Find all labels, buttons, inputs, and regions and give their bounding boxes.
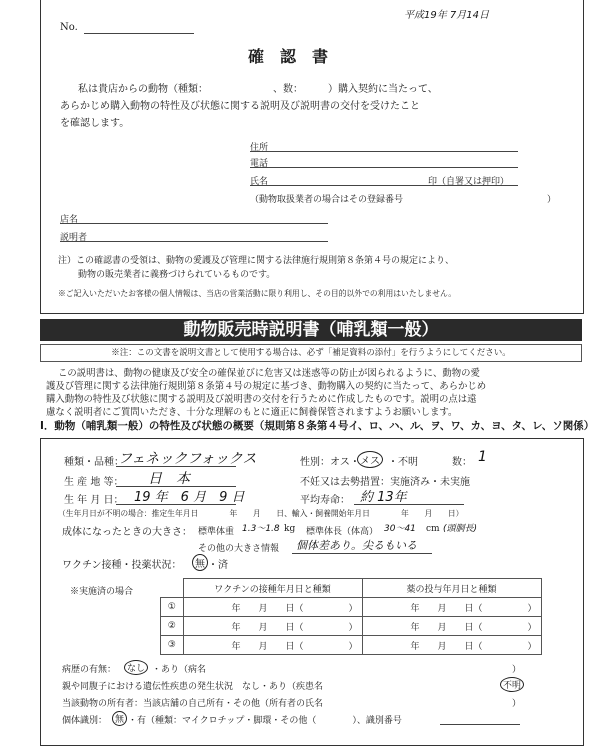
implemented-case-label: ※実施済の場合 [70,587,134,597]
seal-label: 印（自署又は押印） [428,177,510,187]
length-note[interactable]: (頭胴長) [443,524,478,534]
row-number: ② [161,617,184,636]
supplement-note-box: ※注：この文書を説明文書として使用する場合は、必ず「補足資料の添付」を行うようにしてください。 [40,344,582,362]
birthdate-line [116,504,236,505]
confirmation-title: 確 認 書 [248,47,329,66]
vaccine-date-cell[interactable]: 年 月 日（ ） [183,598,362,617]
date-text: 平成19年 7月14日 [404,10,489,21]
other-size-line [292,553,432,554]
medication-date-cell[interactable]: 年 月 日（ ） [362,636,541,655]
other-size-value[interactable]: 個体差あり。尖るもいる [296,539,417,552]
row-number: ① [161,598,184,617]
address-label: 住所 [250,143,269,153]
explainer-label: 説明者 [60,233,88,243]
id-circled[interactable]: 無 [112,711,127,726]
vaccine-table [160,578,542,655]
disease-rest: ・あり（病名 [152,665,207,675]
legal-note-line-2: 動物の販売業者に義務づけられているものです。 [78,270,276,280]
table-row [161,636,542,655]
row-number: ③ [161,636,184,655]
table-row [161,617,542,636]
address-line[interactable] [250,151,518,152]
table-row [161,598,542,617]
sex-label: 性別：オス・ [300,457,360,468]
phone-line[interactable] [250,167,518,168]
vaccine-status-label: ワクチン接種・投薬状況： [62,560,182,571]
lifespan-line [354,504,464,505]
lifespan-label: 平均寿命： [300,495,350,506]
origin-value[interactable]: 日 本 [148,471,190,487]
store-line[interactable] [60,223,328,224]
intro-line-3: 購入動物の特性及び状態に関する説明及び説明書の交付を行うために作成したものです。説明の点は遠 [46,394,477,405]
vaccine-circled[interactable]: 無 [192,554,208,571]
birthdate-value[interactable]: 19 年 6 月 9 日 [134,490,245,505]
privacy-note: ※ご記入いただいたお客様の個人情報は、当店の営業活動に限り利用し、その目的以外での利用はいたしません。 [58,289,457,298]
disease-close-paren: ） [512,665,522,675]
origin-label: 生 産 地 等： [64,477,124,488]
lifespan-value[interactable]: 約 13年 [360,490,407,505]
intro-line-4: 慮なく説明者にご質問いただき、十分な理解のもとに適正に飼養保管されますようお願いします。 [46,407,458,418]
store-label: 店名 [60,215,79,225]
species-value[interactable]: フェネックフォックス [118,451,257,467]
vaccine-date-cell[interactable]: 年 月 日（ ） [183,636,362,655]
medication-column-header: 薬の投与年月日と種類 [362,579,541,598]
disease-circled[interactable]: なし [124,660,148,675]
vaccine-table-header [161,579,542,598]
table-corner [161,579,184,598]
genetic-disease-label: 親や同腹子における遺伝性疾患の発生状況 なし・あり（疾患名 [62,682,324,692]
disease-label: 病歴の有無： [62,665,117,675]
medication-date-cell[interactable]: 年 月 日（ ） [362,617,541,636]
neuter-label: 不妊又は去勢措置：実施済み・未実施 [300,477,470,488]
count-label: 数： [452,457,472,468]
document-number-line [84,33,194,34]
adult-size-label: 成体になったときの大きさ： [62,527,192,538]
section-heading: Ⅰ．動物（哺乳類一般）の特性及び状態の概要（規則第８条第４号イ、ロ、ハ、ル、ヲ、ワ、カ、ヨ、タ、レ、ソ関係） [40,420,595,432]
explainer-line[interactable] [60,241,328,242]
intro-line-1: この説明書は、動物の健康及び安全の確保並びに危害又は迷惑等の防止が図られるように、動物の愛 [58,368,480,379]
vaccine-date-cell[interactable]: 年 月 日（ ） [183,617,362,636]
name-line[interactable] [250,185,518,186]
owner-label: 当該動物の所有者：当該店舗の自己所有・その他（所有者の氏名 [62,699,324,709]
id-number-line[interactable] [440,724,520,725]
birthdate-label: 生 年 月 日： [64,495,124,506]
confirmation-paragraph-line-2: あらかじめ購入動物の特性及び状態に関する説明及び説明書の交付を受けたこと [60,101,420,112]
other-size-label: その他の大きさ情報 [198,544,280,554]
confirmation-paragraph-line-1: 私は貴店からの動物（種類： 、数： ）購入契約に当たって、 [78,84,438,95]
cm-unit: cm [426,524,440,534]
id-rest: ・有（種類：マイクロチップ・脚環・その他（ ）、識別番号 [128,716,402,726]
species-line [116,466,236,467]
confirmation-paragraph-line-3: を確認します。 [60,118,130,129]
std-weight-value[interactable]: 1.3〜1.8 [242,524,280,534]
medication-date-cell[interactable]: 年 月 日（ ） [362,598,541,617]
std-length-value[interactable]: 30〜41 [384,524,416,534]
name-label: 氏名 [250,177,269,187]
document-number-label: No. [60,22,78,33]
id-label: 個体識別： [62,716,108,726]
genetic-circled[interactable]: 不明 [500,677,524,692]
owner-close-paren: ） [512,699,522,709]
sex-unknown: ・不明 [388,457,418,468]
std-length-label: 標準体長（体高） [306,527,379,537]
species-label: 種類・品種： [64,457,124,468]
phone-label: 電話 [250,159,269,169]
sex-circled[interactable]: メス [357,451,383,468]
vaccine-column-header: ワクチンの接種年月日と種類 [183,579,362,598]
vaccine-done: ・済 [208,560,228,571]
kg-unit: kg [284,524,296,534]
legal-note-line-1: 注）この確認書の受領は、動物の愛護及び管理に関する法律施行規則第８条第４号の規定により、 [58,256,455,266]
count-value[interactable]: 1 [478,449,487,465]
intro-line-2: 護及び管理に関する法律施行規則第８条第４号の規定に基づき、動物購入の契約に当たって、あらかじめ [46,381,487,392]
birthdate-unknown-note: （生年月日が不明の場合：推定生年月日 年 月 日、輸入・飼養開始年月日 年 月 日） [58,509,464,518]
explanation-title-banner: 動物販売時説明書（哺乳類一般） [40,319,582,341]
std-weight-label: 標準体重 [198,527,235,537]
registration-note: （動物取扱業者の場合はその登録番号 ） [250,195,557,205]
